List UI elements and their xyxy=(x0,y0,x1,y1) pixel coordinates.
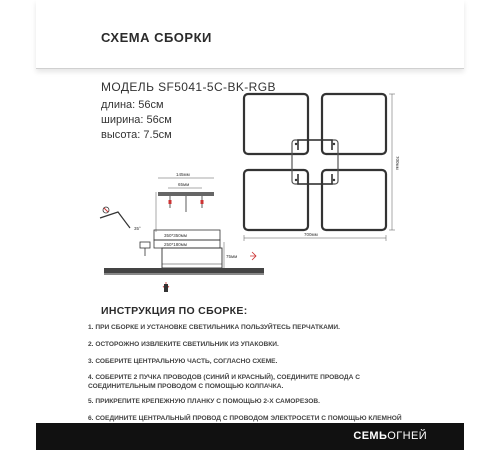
spec-width: ширина: 56см xyxy=(101,114,172,126)
spec-length: длина: 56см xyxy=(101,99,164,111)
side-view-drawing xyxy=(90,172,270,302)
dim-width-label: 700мм xyxy=(304,232,318,237)
brand-logo xyxy=(353,430,427,442)
dim-75-label: 75мм xyxy=(226,254,238,259)
list-item: 3. СОБЕРИТЕ ЦЕНТРАЛЬНУЮ ЧАСТЬ, СОГЛАСНО СХЕМЕ. xyxy=(88,357,278,365)
screw-left xyxy=(169,200,172,204)
brand-light: ОГНЕЙ xyxy=(387,430,427,442)
spec-height: высота: 7.5см xyxy=(101,129,172,141)
list-item: 2. ОСТОРОЖНО ИЗВЛЕКИТЕ СВЕТИЛЬНИК ИЗ УПАКОВКИ. xyxy=(88,340,279,348)
model-name: МОДЕЛЬ SF5041-5C-BK-RGB xyxy=(101,80,276,94)
dim-250-label: 250*180мм xyxy=(164,242,187,247)
wire-arm xyxy=(100,212,130,228)
brand-bold: СЕМЬ xyxy=(353,430,388,442)
dim-145-label: 145мм xyxy=(176,172,190,177)
footer-bar xyxy=(36,423,464,450)
list-item: 5. ПРИКРЕПИТЕ КРЕПЕЖНУЮ ПЛАНКУ С ПОМОЩЬЮ 2-Х САМОРЕЗОВ. xyxy=(88,398,320,406)
angle-label: 35° xyxy=(134,226,141,231)
central-block xyxy=(162,248,222,268)
instructions-title: ИНСТРУКЦИЯ ПО СБОРКЕ: xyxy=(101,305,248,317)
header-bar xyxy=(36,0,464,69)
dim-350-label: 350*350мм xyxy=(164,233,187,238)
light-bar xyxy=(104,268,264,273)
frame-center xyxy=(292,140,338,184)
list-item: 6. СОЕДИНИТЕ ЦЕНТРАЛЬНЫЙ ПРОВОД С ПРОВОДОМ ЭЛЕКТРОСЕТИ С ПОМОЩЬЮ КЛЕМНОЙ xyxy=(88,415,402,423)
mounting-plate xyxy=(158,192,214,196)
dim-height-label: 700мм xyxy=(395,156,400,170)
list-item: 4. СОБЕРИТЕ 2 ПУЧКА ПРОВОДОВ (СИНИЙ И КРАСНЫЙ), СОЕДИНИТЕ ПРОВОДА С СОЕДИНИТЕЛЬНЫМ ПРОВОДОМ С ПОМОЩЬЮ КОЛПАЧКА. xyxy=(88,374,360,391)
page-title: СХЕМА СБОРКИ xyxy=(101,30,212,45)
list-item: 1. ПРИ СБОРКЕ И УСТАНОВКЕ СВЕТИЛЬНИКА ПОЛЬЗУЙТЕСЬ ПЕРЧАТКАМИ. xyxy=(88,324,340,331)
dim-65-label: 65мм xyxy=(178,182,190,187)
screw-right xyxy=(201,200,204,204)
